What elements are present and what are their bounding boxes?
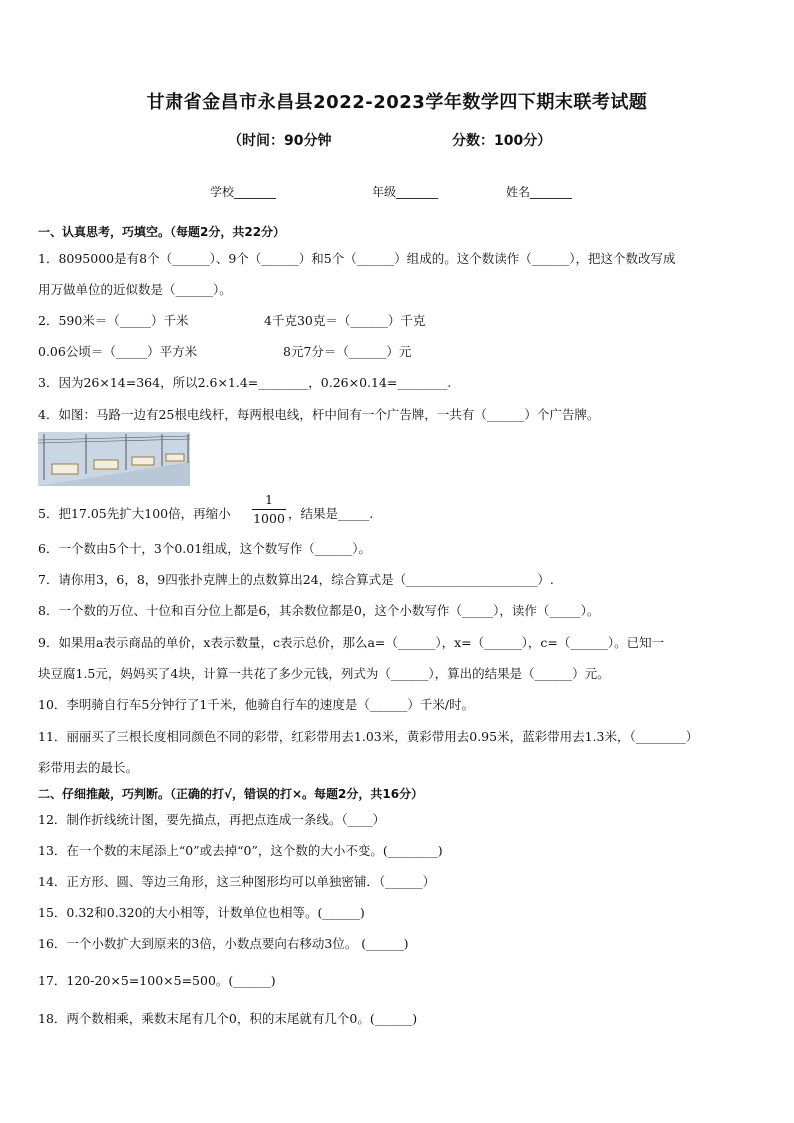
question-18: 18．两个数相乘，乘数末尾有几个0，积的末尾就有几个0。(______)	[38, 1011, 418, 1026]
question-1-line2: 用万做单位的近似数是（______）。	[38, 282, 232, 297]
question-13: 13．在一个数的末尾添上“0”或去掉“0”，这个数的大小不变。(________)	[38, 843, 443, 858]
question-7: 7．请你用3，6，8，9四张扑克牌上的点数算出24，综合算式是（_____________________）.	[38, 572, 554, 587]
question-2c: 0.06公顷＝（_____）平方米	[38, 344, 198, 359]
question-12: 12．制作折线统计图，要先描点，再把点连成一条线。（____）	[38, 812, 386, 827]
question-11-line1: 11．丽丽买了三根长度相同颜色不同的彩带，红彩带用去1.03米，黄彩带用去0.95米，蓝彩带用去1.3米，（________）	[38, 729, 699, 744]
question-9-line2: 块豆腐1.5元，妈妈买了4块，计算一共花了多少元钱，列式为（______），算出的结果是（______）元。	[38, 666, 610, 681]
question-5-prefix: 5．把17.05先扩大100倍，再缩小	[38, 506, 231, 521]
question-16: 16．一个小数扩大到原来的3倍，小数点要向右移动3位。 (______)	[38, 936, 409, 951]
question-11-line2: 彩带用去的最长。	[38, 760, 139, 775]
question-2d: 8元7分＝（______）元	[283, 344, 412, 359]
question-2b: 4千克30克＝（______）千克	[264, 313, 426, 328]
section2-heading: 二、仔细推敲，巧判断。（正确的打√，错误的打×。每题2分，共16分）	[38, 787, 424, 801]
name-field: 姓名_______	[506, 185, 573, 199]
road-billboards-illustration	[38, 432, 190, 486]
question-1-line1: 1．8095000是有8个（______）、9个（______）和5个（______）组成的。这个数读作（______），把这个数改写成	[38, 251, 676, 266]
question-8: 8．一个数的万位、十位和百分位上都是6，其余数位都是0，这个小数写作（_____），读作（_____）。	[38, 603, 600, 618]
question-15: 15．0.32和0.320的大小相等，计数单位也相等。(______)	[38, 905, 365, 920]
fraction-denominator: 1000	[253, 511, 285, 526]
question-4: 4．如图：马路一边有25根电线杆，每两根电线，杆中间有一个广告牌，一共有（______）个广告牌。	[38, 407, 600, 422]
grade-field: 年级_______	[372, 185, 439, 199]
question-2a: 2．590米＝（_____）千米	[38, 313, 189, 328]
question-14: 14．正方形、圆、等边三角形，这三种图形均可以单独密铺．（______）	[38, 874, 436, 889]
exam-time: （时间：90分钟	[228, 133, 332, 149]
exam-score: 分数：100分）	[452, 133, 552, 149]
question-9-line1: 9．如果用a表示商品的单价，x表示数量，c表示总价，那么a=（______），x=（______），c=（______）。已知一	[38, 635, 665, 650]
question-17: 17．120-20×5=100×5=500。(______)	[38, 973, 276, 988]
question-6: 6．一个数由5个十，3个0.01组成，这个数写作（______）。	[38, 541, 371, 556]
school-field: 学校_______	[210, 185, 277, 199]
exam-title: 甘肃省金昌市永昌县2022-2023学年数学四下期末联考试题	[146, 92, 648, 113]
section1-heading: 一、认真思考，巧填空。（每题2分，共22分）	[38, 225, 286, 239]
fraction-numerator: 1	[265, 492, 273, 507]
question-3: 3．因为26×14=364，所以2.6×1.4=________，0.26×0.14=________.	[38, 375, 452, 390]
question-5-suffix: ，结果是_____.	[288, 506, 374, 521]
question-10: 10．李明骑自行车5分钟行了1千米，他骑自行车的速度是（______）千米/时。	[38, 697, 475, 712]
fraction-one-thousandth	[252, 492, 286, 527]
